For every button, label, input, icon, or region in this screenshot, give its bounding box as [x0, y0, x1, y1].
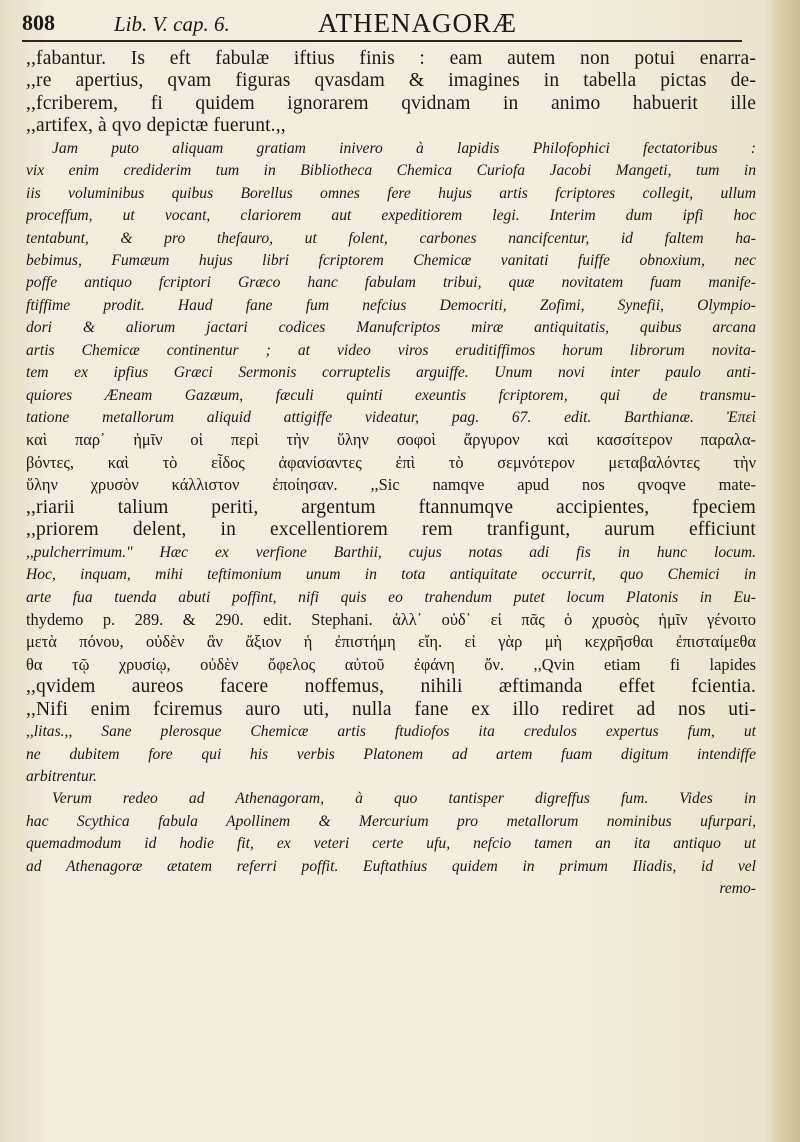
catchword: remo- — [719, 880, 756, 898]
text-line: artis Chemicæ continentur ; at video viros eruditiffimos horum librorum novita- — [26, 341, 756, 359]
text-line: ,,fcriberem, fi quidem ignorarem qvidnam in animo habuerit ille — [26, 92, 756, 114]
running-title: ATHENAGORÆ — [318, 8, 517, 38]
text-line: hac Scythica fabula Apollinem & Mercurium pro metallorum nominibus ufurpari, — [26, 812, 756, 830]
text-line: quiores Æneam Gazæum, fæculi quinti exeuntis fcriptorem, qui de transmu- — [26, 386, 756, 404]
text-line: ,,Nifi enim fciremus auro uti, nulla fane ex illo rediret ad nos uti- — [26, 698, 756, 720]
text-line: ,,artifex, à qvo depictæ fuerunt.,, — [26, 115, 286, 137]
text-line: tentabunt, & pro thefauro, ut folent, carbones nancifcentur, id faltem ha- — [26, 229, 756, 247]
running-header — [22, 6, 760, 42]
text-line: ,,fabantur. Is eft fabulæ iftius finis : eam autem non potui enarra- — [26, 48, 756, 69]
text-line: arbitrentur. — [26, 768, 97, 785]
text-line: ,,priorem delent, in excellentiorem rem tranfigunt, aurum efficiunt — [26, 519, 756, 541]
text-line: Verum redeo ad Athenagoram, à quo tantisper digreffus fum. Vides in — [52, 790, 756, 808]
text-line: ,,litas.,, Sane plerosque Chemicæ artis ftudiofos ita credulos expertus fum, ut — [26, 723, 756, 741]
text-line: poffe antiquo fcriptori Græco hanc fabulam tribui, quæ novitatem fuam manife- — [26, 274, 756, 292]
greek-line: βόντες, καὶ τὸ εἶδος ἀφανίσαντες ἐπὶ τὸ σεμνότερον μεταβαλόντες τὴν — [26, 452, 756, 472]
page-number: 808 — [22, 10, 55, 35]
text-line: ,,riarii talium periti, argentum ftannumqve accipientes, fpeciem — [26, 496, 756, 518]
text-line: quemadmodum id hodie fit, ex veteri certe ufu, nefcio tamen an ita antiquo ut — [26, 835, 756, 853]
text-line: bebimus, Fumæum hujus libri fcriptorem Chemicæ vanitati fuiffe obnoxium, nec — [26, 251, 756, 269]
text-line: ad Athenagoræ ætatem referri poffit. Euftathius quidem in primum Iliadis, id vel — [26, 857, 756, 875]
text-line: ,,pulcherrimum." Hæc ex verfione Barthii, cujus notas adi fis in hunc locum. — [26, 543, 756, 561]
text-line: ,,qvidem aureos facere noffemus, nihili æftimanda effet fcientia. — [26, 676, 756, 698]
text-line: iis voluminibus quibus Borellus omnes fere hujus artis fcriptores collegit, ullum — [26, 184, 756, 202]
text-line: ftiffime prodit. Haud fane fum nefcius Democriti, Zofimi, Synefii, Olympio- — [26, 296, 756, 314]
text-line: vix enim crediderim tum in Bibliotheca Chemica Curiofa Jacobi Mangeti, tum in — [26, 162, 756, 180]
text-line: θα τῷ χρυσίῳ, οὐδὲν ὄφελος αὐτοῦ ἐφάνη ὄν. ,,Qvin etiam fi lapides — [26, 654, 756, 674]
text-line: Hoc, inquam, mihi teftimonium unum in tota antiquitate occurrit, quo Chemici in — [26, 566, 756, 584]
greek-line: μετὰ πόνου, οὐδὲν ἂν ἄξιον ἡ ἐπιστήμη εἴη. εἰ γὰρ μὴ κεχρῆσθαι ἐπισταίμεθα — [26, 632, 756, 652]
header-rule — [22, 40, 742, 42]
text-line: tem ex ipfius Græci Sermonis corruptelis arguiffe. Unum novi inter paulo anti- — [26, 364, 756, 382]
page-edge-shadow — [766, 0, 800, 1142]
text-line: dori & aliorum jactari codices Manufcriptos miræ antiquitatis, quibus arcana — [26, 319, 756, 337]
text-line: ne dubitem fore qui his verbis Platonem ad artem fuam digitum intendiffe — [26, 745, 756, 763]
text-line: Jam puto aliquam gratiam inivero à lapidis Philofophici fectatoribus : — [52, 139, 756, 157]
text-line: ,,re apertius, qvam figuras qvasdam & imagines in tabella pictas de- — [26, 70, 756, 92]
text-line: ὕλην χρυσὸν κάλλιστον ἐποίησαν. ,,Sic namqve apud nos qvoqve mate- — [26, 475, 756, 495]
text-line: proceffum, ut vocant, clariorem aut expeditiorem legi. Interim dum ipfi hoc — [26, 207, 756, 225]
running-reference: Lib. V. cap. 6. — [114, 12, 230, 36]
text-line: thydemo p. 289. & 290. edit. Stephani. ἀλλ᾽ οὐδ᾽ εἰ πᾶς ὁ χρυσὸς ἡμῖν γένοιτο — [26, 609, 756, 629]
text-line: tatione metallorum aliquid attigiffe videatur, pag. 67. edit. Barthianæ. Ἐπεὶ — [26, 409, 756, 426]
body-text — [26, 48, 756, 901]
greek-line: καὶ παρ᾽ ἡμῖν οἱ περὶ τὴν ὕλην σοφοὶ ἄργυρον καὶ κασσίτερον παραλα- — [26, 430, 756, 450]
text-line: arte fua tuenda abuti poffint, nifi quis eo trahendum putet locum Platonis in Eu- — [26, 588, 756, 606]
